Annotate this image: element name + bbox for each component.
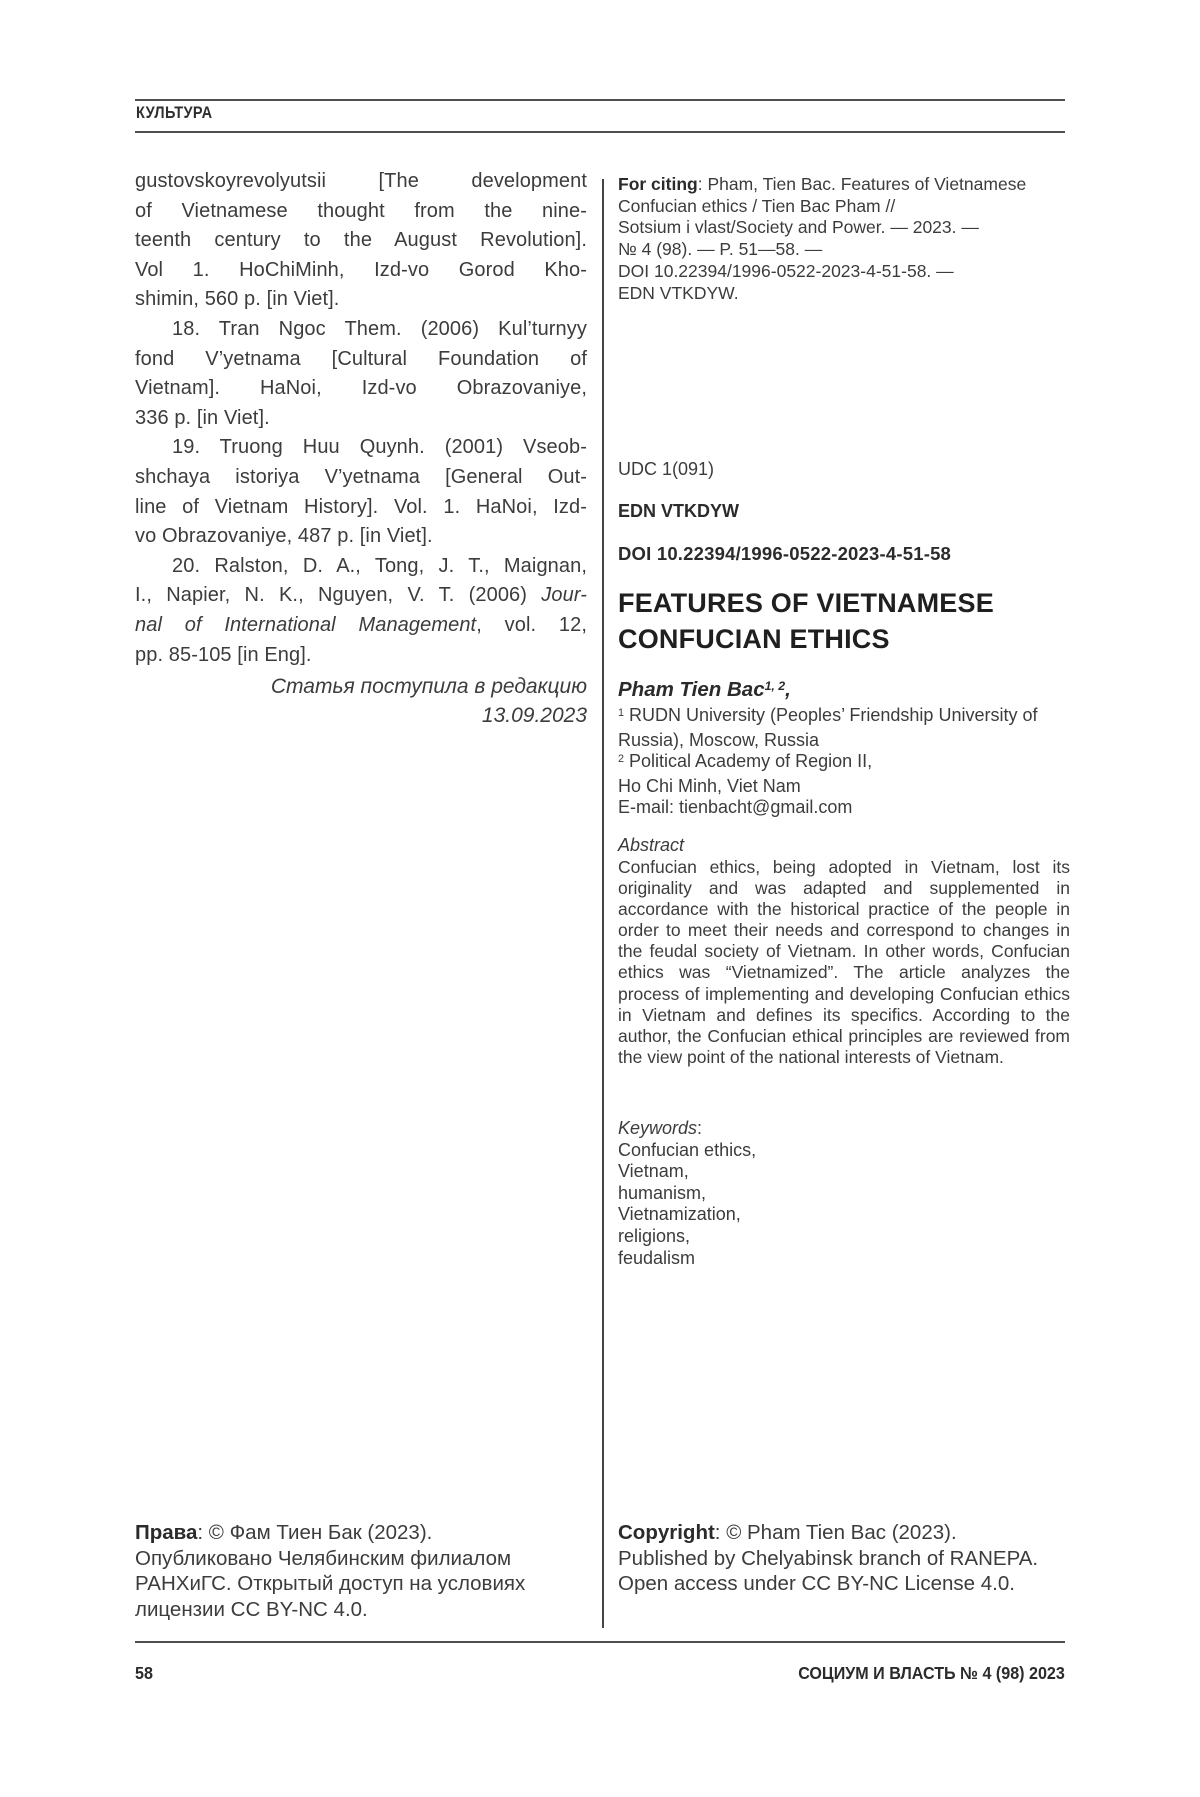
keywords-label-line [618, 1118, 1070, 1140]
author-name: Pham Tien Bac [618, 678, 765, 701]
text-line [618, 174, 1078, 196]
text-line [135, 285, 587, 315]
text-line [135, 1597, 605, 1623]
text-line [135, 345, 587, 375]
text-run: Russia), Moscow, Russia [618, 729, 820, 750]
text-line [135, 1520, 605, 1546]
text-run: Published by Chelyabinsk branch of RANEPA. [618, 1546, 1039, 1570]
text-run: Sotsium i vlast/Society and Power. — 2023. — [618, 217, 979, 238]
text-line: Vietnamization, [618, 1204, 741, 1225]
text-line [135, 493, 587, 523]
column-divider [602, 179, 604, 1628]
text-run: Political Academy of Region II, [624, 751, 873, 772]
text-run: РАНХиГС. Открытый доступ на условиях [135, 1572, 526, 1595]
doi-code: DOI 10.22394/1996-0522-2023-4-51-58 [618, 543, 952, 564]
keywords-colon: : [697, 1118, 703, 1138]
author-line [618, 678, 791, 702]
text-run: 20. Ralston, D. A., Tong, J. T., Maignan, [172, 554, 587, 577]
text-run: nal of International Management [135, 613, 477, 636]
text-run: 336 p. [in Viet]. [135, 406, 270, 429]
text-run: Jour- [541, 584, 587, 607]
text-run: : © Pham Tien Bac (2023). [714, 1521, 957, 1544]
header-rule-top [135, 99, 1065, 101]
text-line [135, 1571, 605, 1597]
text-line [135, 197, 587, 227]
page-number: 58 [135, 1663, 153, 1683]
received-note-line1: Статья поступила в редакцию [270, 675, 587, 698]
text-line [618, 1571, 1088, 1597]
text-line [618, 239, 1078, 261]
text-line [135, 315, 587, 345]
keywords-items [618, 1140, 1070, 1270]
keywords-block [618, 1118, 1070, 1269]
text-line [618, 1546, 1088, 1572]
text-line [618, 196, 1078, 218]
text-line [135, 463, 587, 493]
text-line [135, 611, 587, 641]
text-line [135, 641, 587, 671]
text-run: teenth century to the August Revolution]. [135, 229, 587, 252]
text-run: line of Vietnam History]. Vol. 1. HaNoi, Izd- [135, 495, 587, 518]
text-line [135, 256, 587, 286]
journal-footer: СОЦИУМ И ВЛАСТЬ № 4 (98) 2023 [798, 1663, 1065, 1683]
text-run: of Vietnamese thought from the nine- [135, 199, 587, 222]
text-run: DOI 10.22394/1996-0522-2023-4-51-58. — [618, 260, 954, 281]
text-run: 1 [618, 707, 625, 720]
text-run: For citing [618, 174, 698, 194]
text-line [135, 404, 587, 434]
text-run: shimin, 560 p. [in Viet]. [135, 288, 340, 311]
received-note [135, 673, 587, 730]
copyright-en-block [618, 1520, 1088, 1597]
text-run: , vol. 12, [476, 613, 587, 636]
text-line [618, 776, 1088, 798]
text-run: : Pham, Tien Bac. Features of Vietnamese [697, 174, 1027, 194]
text-line [135, 552, 587, 582]
text-line [135, 581, 587, 611]
text-line [135, 374, 587, 404]
for-citing-block [618, 174, 1078, 304]
text-run: RUDN University (Peoples’ Friendship University of [624, 705, 1038, 725]
received-note-line2: 13.09.2023 [481, 703, 587, 727]
text-run: Vietnam]. HaNoi, Izd-vo Obrazovaniye, [135, 377, 587, 400]
abstract-label: Abstract [618, 835, 685, 855]
text-run: pp. 85-105 [in Eng]. [135, 643, 312, 666]
text-line: humanism, [618, 1182, 707, 1203]
section-header: КУЛЬТУРА [136, 104, 213, 122]
text-line: feudalism [618, 1247, 696, 1268]
text-run: Vol 1. HoChiMinh, Izd-vo Gorod Kho- [135, 258, 587, 281]
author-affiliation-superscript: 1, 2 [764, 679, 786, 694]
keywords-label: Keywords [618, 1118, 698, 1138]
text-line [618, 1520, 1088, 1546]
header-rule-bottom [135, 131, 1065, 133]
text-run: Confucian ethics / Tien Bac Pham // [618, 195, 896, 216]
text-run: 18. Tran Ngoc Them. (2006) Kul’turnyy [172, 317, 587, 340]
udc-code: UDC 1(091) [618, 459, 715, 479]
text-run: Copyright [618, 1521, 715, 1544]
text-run: shchaya istoriya V’yetnama [General Out- [135, 465, 587, 488]
text-line [135, 1546, 605, 1572]
affiliations-block [618, 705, 1088, 819]
text-line [618, 217, 1078, 239]
footer-rule [135, 1641, 1065, 1643]
text-run: E-mail: tienbacht@gmail.com [618, 797, 853, 818]
text-run: Ho Chi Minh, Viet Nam [618, 775, 801, 796]
text-run: I., Napier, N. K., Nguyen, V. T. (2006) [135, 584, 542, 607]
text-run: 19. Truong Huu Quynh. (2001) Vseob- [172, 436, 587, 459]
text-line [135, 433, 587, 463]
references-block [135, 167, 587, 670]
text-run: Open access under CC BY-NC License 4.0. [618, 1572, 1015, 1595]
text-line [618, 261, 1078, 283]
text-line: Vietnam, [618, 1161, 689, 1182]
text-run: № 4 (98). — P. 51—58. — [618, 239, 823, 260]
edn-code: EDN VTKDYW [618, 501, 739, 521]
author-line-comma: , [785, 678, 791, 701]
text-run: fond V’yetnama [Cultural Foundation of [135, 347, 587, 370]
text-run: 2 [618, 753, 625, 766]
text-line: religions, [618, 1225, 691, 1246]
text-line [618, 751, 1088, 776]
text-line [135, 167, 587, 197]
text-line [618, 730, 1088, 752]
text-line: Confucian ethics, [618, 1139, 757, 1160]
rights-ru-block [135, 1520, 605, 1622]
text-line [618, 797, 1088, 819]
text-run: Права [135, 1521, 198, 1544]
text-run: лицензии CC BY-NC 4.0. [135, 1597, 368, 1621]
text-run: Опубликовано Челябинским филиалом [135, 1546, 512, 1570]
text-line [135, 522, 587, 552]
text-run: EDN VTKDYW. [618, 282, 739, 303]
text-run: vo Obrazovaniye, 487 p. [in Viet]. [135, 525, 433, 548]
abstract-text: Confucian ethics, being adopted in Vietnam, lost its originality and was adapted and supplemented in accordance with the historical practice of the people in order to meet their needs and correspond to changes in the feudal society of Vietnam. In other words, Confucian ethics was “Vietnamized”. The article analyzes the process of implementing and developing Confucian ethics in Vietnam and defines its specifics. According to the author, the Confucian ethical principles are reviewed from the view point of the national interests of Vietnam. [618, 857, 1070, 1067]
text-line [135, 226, 587, 256]
text-run: gustovskoyrevolyutsii [The development [135, 170, 587, 192]
article-title: FEATURES OF VIETNAMESE CONFUCIAN ETHICS [618, 588, 994, 654]
text-line [618, 283, 1078, 305]
text-run: : © Фам Тиен Бак (2023). [197, 1521, 433, 1544]
text-line [618, 705, 1088, 730]
